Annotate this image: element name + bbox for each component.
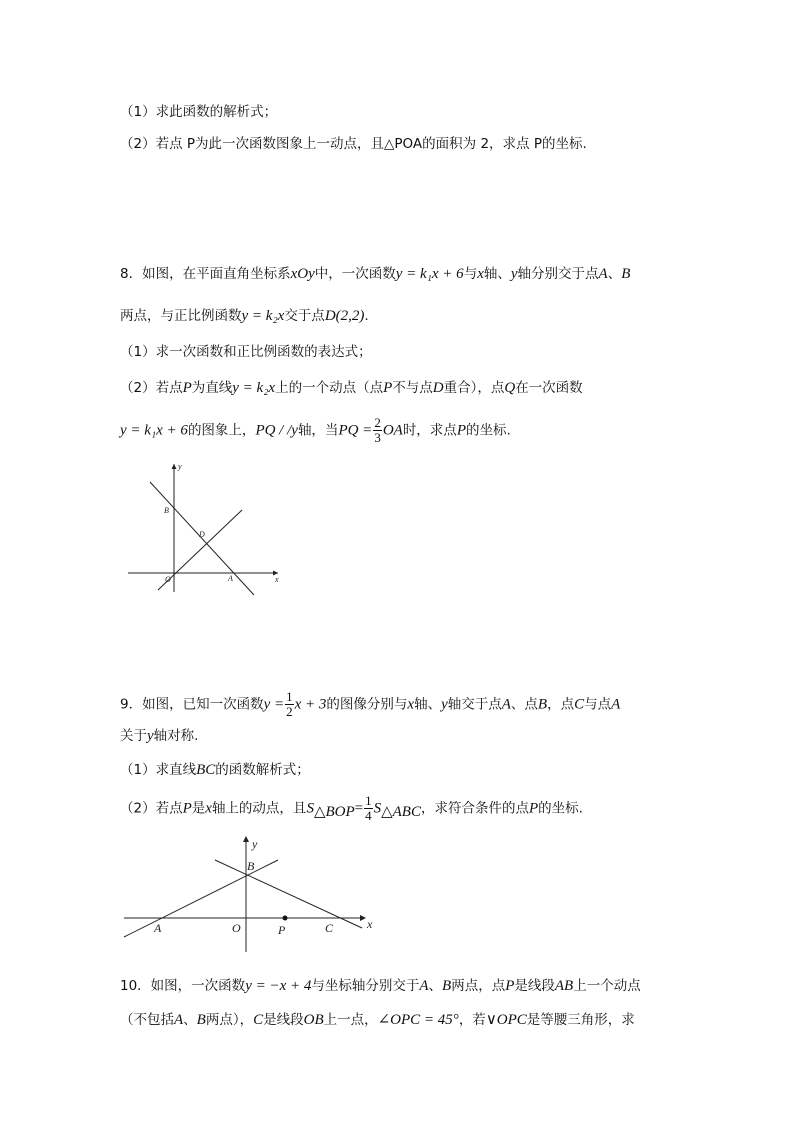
q9-part2: （2）若点P是x轴上的动点，且$S_{\triangle BOP}=$ $\frac{1}{4}$ $S_{\triangle ABC}$，求符合条件的点P的坐标. bbox=[120, 793, 583, 823]
fraction-one-half: $\frac{1}{2}$ bbox=[286, 689, 293, 719]
q8-figure bbox=[122, 458, 292, 603]
q8-y-arrow bbox=[172, 464, 177, 469]
q8-label-O: O bbox=[165, 575, 171, 584]
q8-label-A: A bbox=[228, 574, 233, 583]
q7-part2: （2）若点 P为此一次函数图象上一动点，且△POA的面积为 2，求点 P的坐标. bbox=[120, 136, 587, 152]
q8-intro: 8．如图，在平面直角坐标系xOy中，一次函数y = k₁x + 6与x轴、y轴分别交于点A、B bbox=[120, 266, 631, 282]
q9-intro-line2: 关于y轴对称. bbox=[120, 728, 199, 744]
fraction-two-thirds: $\frac{2}{3}$ bbox=[374, 415, 381, 445]
q8-part1: （1）求一次函数和正比例函数的表达式； bbox=[120, 344, 372, 360]
q9-part1: （1）求直线BC的函数解析式； bbox=[120, 762, 310, 778]
q8-label-D: D bbox=[199, 530, 205, 539]
q9-figure bbox=[118, 832, 388, 960]
q9-y-arrow bbox=[243, 836, 249, 842]
q9-label-O: O bbox=[232, 921, 241, 935]
q8-part2-line2: y = k₁x + 6的图象上，PQ / /y轴，当PQ = $\frac{2}{3}$ OA时，求点P的坐标. bbox=[120, 415, 511, 445]
q9-label-y: y bbox=[252, 837, 258, 851]
q8-part2: （2）若点P为直线y = k₂x上的一个动点（点P不与点D重合），点Q在一次函数 bbox=[120, 380, 583, 396]
q8-label-B: B bbox=[164, 506, 169, 515]
q9-label-C: C bbox=[325, 921, 334, 935]
q8-label-y: y bbox=[178, 462, 182, 471]
q10-intro-line2: （不包括A、B两点），C是线段OB上一点，∠OPC = 45°，若∨OPC是等腰三角形，求 bbox=[120, 1012, 635, 1028]
q9-intro: 9．如图，已知一次函数y = $\frac{1}{2}$ x + 3的图像分别与x轴、y轴交于点A、点B，点C与点A bbox=[120, 689, 621, 719]
q9-label-B: B bbox=[247, 859, 255, 873]
q7-part1: （1）求此函数的解析式； bbox=[120, 104, 278, 120]
q9-line-AB bbox=[124, 860, 278, 937]
fraction-one-quarter: $\frac{1}{4}$ bbox=[365, 793, 372, 823]
q8-label-x: x bbox=[275, 575, 279, 584]
q9-label-A: A bbox=[154, 921, 162, 935]
q9-label-P: P bbox=[278, 923, 286, 937]
q9-label-x: x bbox=[367, 917, 373, 931]
q9-x-arrow bbox=[360, 915, 366, 921]
q9-point-P bbox=[283, 916, 288, 921]
q10-intro: 10．如图，一次函数y = −x + 4与坐标轴分别交于A、B两点，点P是线段AB上一个动点 bbox=[120, 978, 641, 994]
q8-intro-line2: 两点，与正比例函数y = k₂x交于点D(2,2). bbox=[120, 308, 369, 324]
